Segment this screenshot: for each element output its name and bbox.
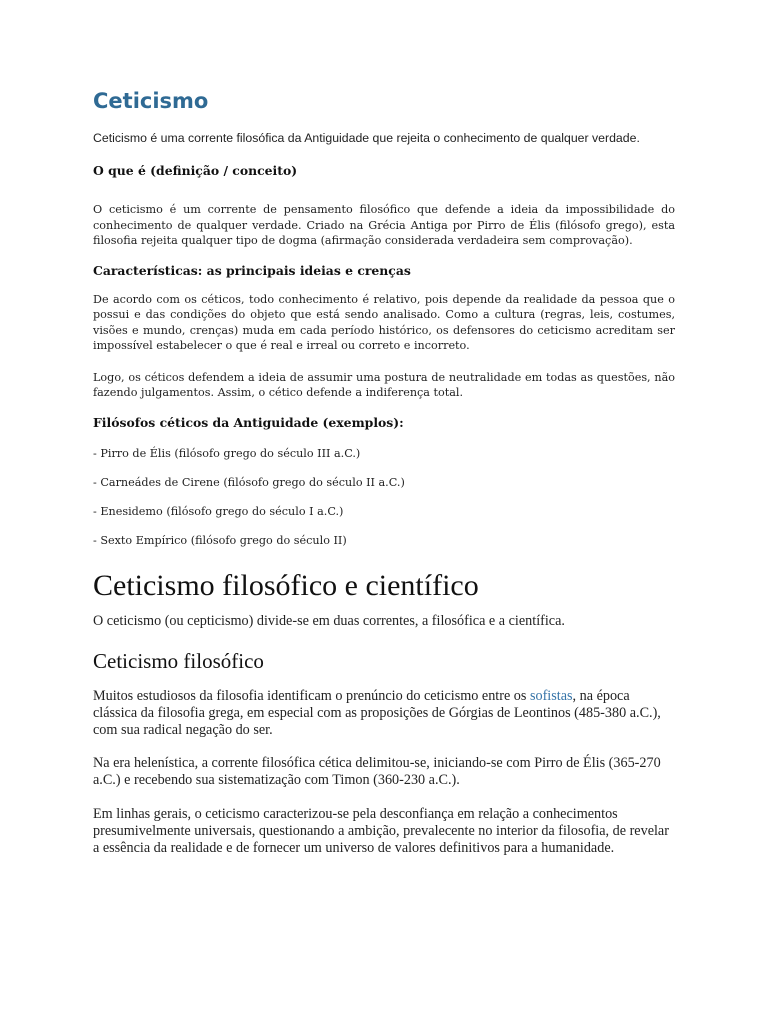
paragraph-text: , na época clássica da filosofia grega, em especial com as proposições de Górgias de Leontinos (485-380 a.C.), com sua radical negação do ser. — [93, 687, 661, 738]
philosophers-heading: Filósofos céticos da Antiguidade (exemplos): — [93, 414, 404, 430]
sofistas-link[interactable]: sofistas — [529, 687, 573, 704]
document-page — [93, 86, 675, 857]
characteristics-paragraph-2: Logo, os céticos defendem a ideia de assumir uma postura de neutralidade em todas as questões, não fazendo julgamentos. Assim, o cético defende a indiferença total. — [93, 370, 675, 399]
characteristics-heading: Características: as principais ideias e crenças — [93, 262, 411, 278]
philosopher-item: - Sexto Empírico (filósofo grego do século II) — [93, 533, 347, 547]
philosophical-paragraph-1 — [93, 688, 675, 739]
philosophical-heading: Ceticismo filosófico — [93, 648, 264, 673]
characteristics-paragraph-1: De acordo com os céticos, todo conhecimento é relativo, pois depende da realidade da pessoa que o possui e das condições do objeto que está sendo analisado. Como a cultura (regras, leis, costumes, visões e mundo, crenças) muda em cada período histórico, os defensores do ceticismo acreditam ser impossível estabelecer o que é real e irreal ou correto e incorreto. — [93, 292, 675, 352]
philosophical-paragraph-2: Na era helenística, a corrente filosófica cética delimitou-se, iniciando-se com Pirro de Élis (365-270 a.C.) e recebendo sua sistematização com Timon (360-230 a.C.). — [93, 754, 661, 788]
philosopher-item: - Pirro de Élis (filósofo grego do século III a.C.) — [93, 446, 361, 460]
philosopher-item: - Enesidemo (filósofo grego do século I a.C.) — [93, 504, 344, 518]
definition-heading: O que é (definição / conceito) — [93, 163, 298, 178]
definition-paragraph: O ceticismo é um corrente de pensamento filosófico que defende a ideia da impossibilidade do conhecimento de qualquer verdade. Criado na Grécia Antiga por Pirro de Élis (filósofo grego), esta filosofia rejeita qualquer tipo de dogma (afirmação considerada verdadeira sem comprovação). — [93, 203, 675, 247]
scientific-heading: Ceticismo filosófico e científico — [93, 568, 479, 602]
paragraph-text: Muitos estudiosos da filosofia identificam o prenúncio do ceticismo entre os — [93, 687, 530, 704]
scientific-paragraph: O ceticismo (ou cepticismo) divide-se em duas correntes, a filosófica e a científica. — [93, 612, 565, 629]
philosopher-item: - Carneádes de Cirene (filósofo grego do século II a.C.) — [93, 475, 405, 489]
page-title: Ceticismo — [93, 89, 209, 113]
intro-paragraph: Ceticismo é uma corrente filosófica da Antiguidade que rejeita o conhecimento de qualquer verdade. — [93, 131, 640, 145]
philosophical-paragraph-3: Em linhas gerais, o ceticismo caracterizou-se pela desconfiança em relação a conhecimentos presumivelmente universais, questionando a ambição, prevalecente no interior da filosofia, de revelar a essência da realidade e de fornecer um universo de valores definitivos para a humanidade. — [93, 805, 669, 856]
